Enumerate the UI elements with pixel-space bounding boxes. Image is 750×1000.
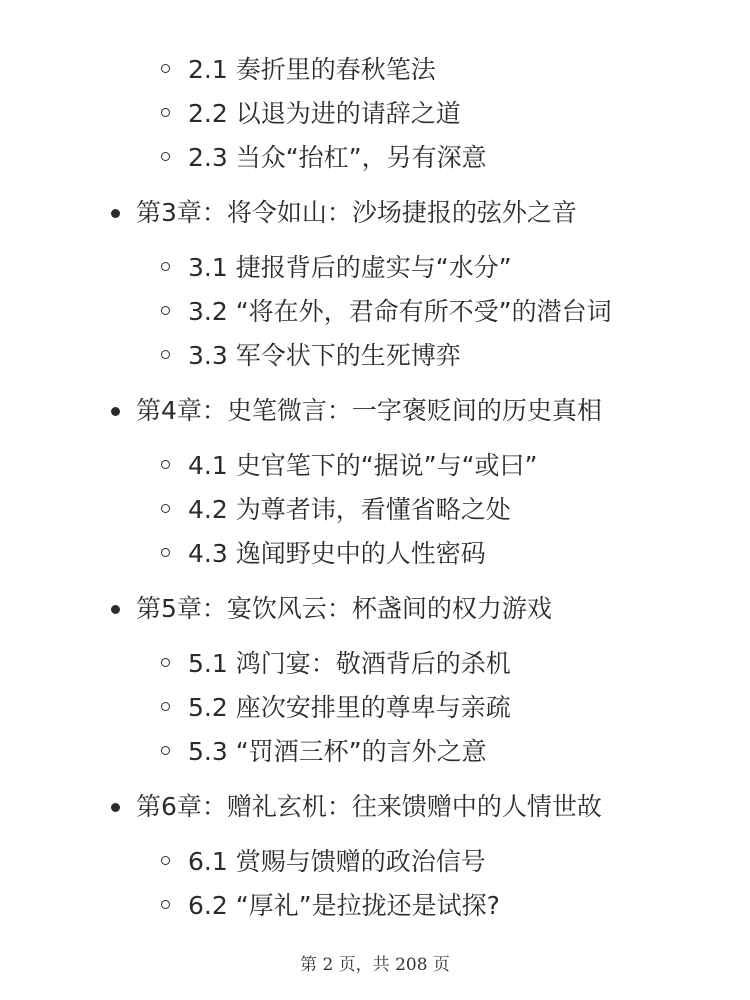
- section-label: 4.3 逸闻野史中的人性密码: [188, 539, 486, 568]
- toc-chapter-item[interactable]: [0, 784, 750, 830]
- chapter-3: [0, 190, 750, 378]
- hollow-bullet-icon: [161, 350, 170, 359]
- chapter-title: 第4章：史笔微言：一字褒贬间的历史真相: [136, 396, 602, 425]
- hollow-bullet-icon: [161, 856, 170, 865]
- chapter-4: [0, 388, 750, 576]
- page-number: 第 2 页，共 208 页: [300, 955, 450, 975]
- toc-section-item[interactable]: [0, 488, 750, 532]
- section-label: 3.3 军令状下的生死博弈: [188, 341, 461, 370]
- section-label: 3.1 捷报背后的虚实与“水分”: [188, 253, 512, 282]
- hollow-bullet-icon: [161, 658, 170, 667]
- chapter-5: [0, 586, 750, 774]
- toc-section-item[interactable]: [0, 444, 750, 488]
- filled-bullet-icon: [111, 407, 120, 416]
- chapter-title: 第3章：将令如山：沙场捷报的弦外之音: [136, 198, 577, 227]
- section-label: 3.2 “将在外，君命有所不受”的潜台词: [188, 297, 612, 326]
- section-label: 2.1 奏折里的春秋笔法: [188, 55, 436, 84]
- toc-section-item[interactable]: [0, 334, 750, 378]
- filled-bullet-icon: [111, 605, 120, 614]
- toc-section-item[interactable]: [0, 642, 750, 686]
- toc-section-item[interactable]: [0, 532, 750, 576]
- toc-chapter-item[interactable]: [0, 586, 750, 632]
- chapter-2-continued: [0, 48, 750, 180]
- section-label: 5.1 鸿门宴：敬酒背后的杀机: [188, 649, 511, 678]
- toc-section-item[interactable]: [0, 48, 750, 92]
- toc-section-item[interactable]: [0, 730, 750, 774]
- hollow-bullet-icon: [161, 900, 170, 909]
- section-label: 2.3 当众“抬杠”，另有深意: [188, 143, 487, 172]
- chapter-6: [0, 784, 750, 928]
- table-of-contents: [0, 48, 750, 928]
- section-label: 6.1 赏赐与馈赠的政治信号: [188, 847, 486, 876]
- toc-section-item[interactable]: [0, 686, 750, 730]
- hollow-bullet-icon: [161, 504, 170, 513]
- chapter-title: 第5章：宴饮风云：杯盏间的权力游戏: [136, 594, 552, 623]
- toc-chapter-item[interactable]: [0, 190, 750, 236]
- hollow-bullet-icon: [161, 460, 170, 469]
- filled-bullet-icon: [111, 209, 120, 218]
- toc-section-item[interactable]: [0, 92, 750, 136]
- hollow-bullet-icon: [161, 64, 170, 73]
- section-label: 4.1 史官笔下的“据说”与“或曰”: [188, 451, 538, 480]
- section-label: 6.2 “厚礼”是拉拢还是试探?: [188, 891, 500, 920]
- chapter-title: 第6章：赠礼玄机：往来馈赠中的人情世故: [136, 792, 602, 821]
- hollow-bullet-icon: [161, 306, 170, 315]
- section-label: 5.3 “罚酒三杯”的言外之意: [188, 737, 487, 766]
- toc-section-item[interactable]: [0, 290, 750, 334]
- toc-section-item[interactable]: [0, 884, 750, 928]
- toc-chapter-item[interactable]: [0, 388, 750, 434]
- hollow-bullet-icon: [161, 108, 170, 117]
- section-label: 4.2 为尊者讳，看懂省略之处: [188, 495, 511, 524]
- hollow-bullet-icon: [161, 262, 170, 271]
- hollow-bullet-icon: [161, 548, 170, 557]
- hollow-bullet-icon: [161, 702, 170, 711]
- toc-section-item[interactable]: [0, 136, 750, 180]
- hollow-bullet-icon: [161, 152, 170, 161]
- toc-section-item[interactable]: [0, 840, 750, 884]
- toc-section-item[interactable]: [0, 246, 750, 290]
- section-label: 2.2 以退为进的请辞之道: [188, 99, 461, 128]
- filled-bullet-icon: [111, 803, 120, 812]
- section-label: 5.2 座次安排里的尊卑与亲疏: [188, 693, 511, 722]
- hollow-bullet-icon: [161, 746, 170, 755]
